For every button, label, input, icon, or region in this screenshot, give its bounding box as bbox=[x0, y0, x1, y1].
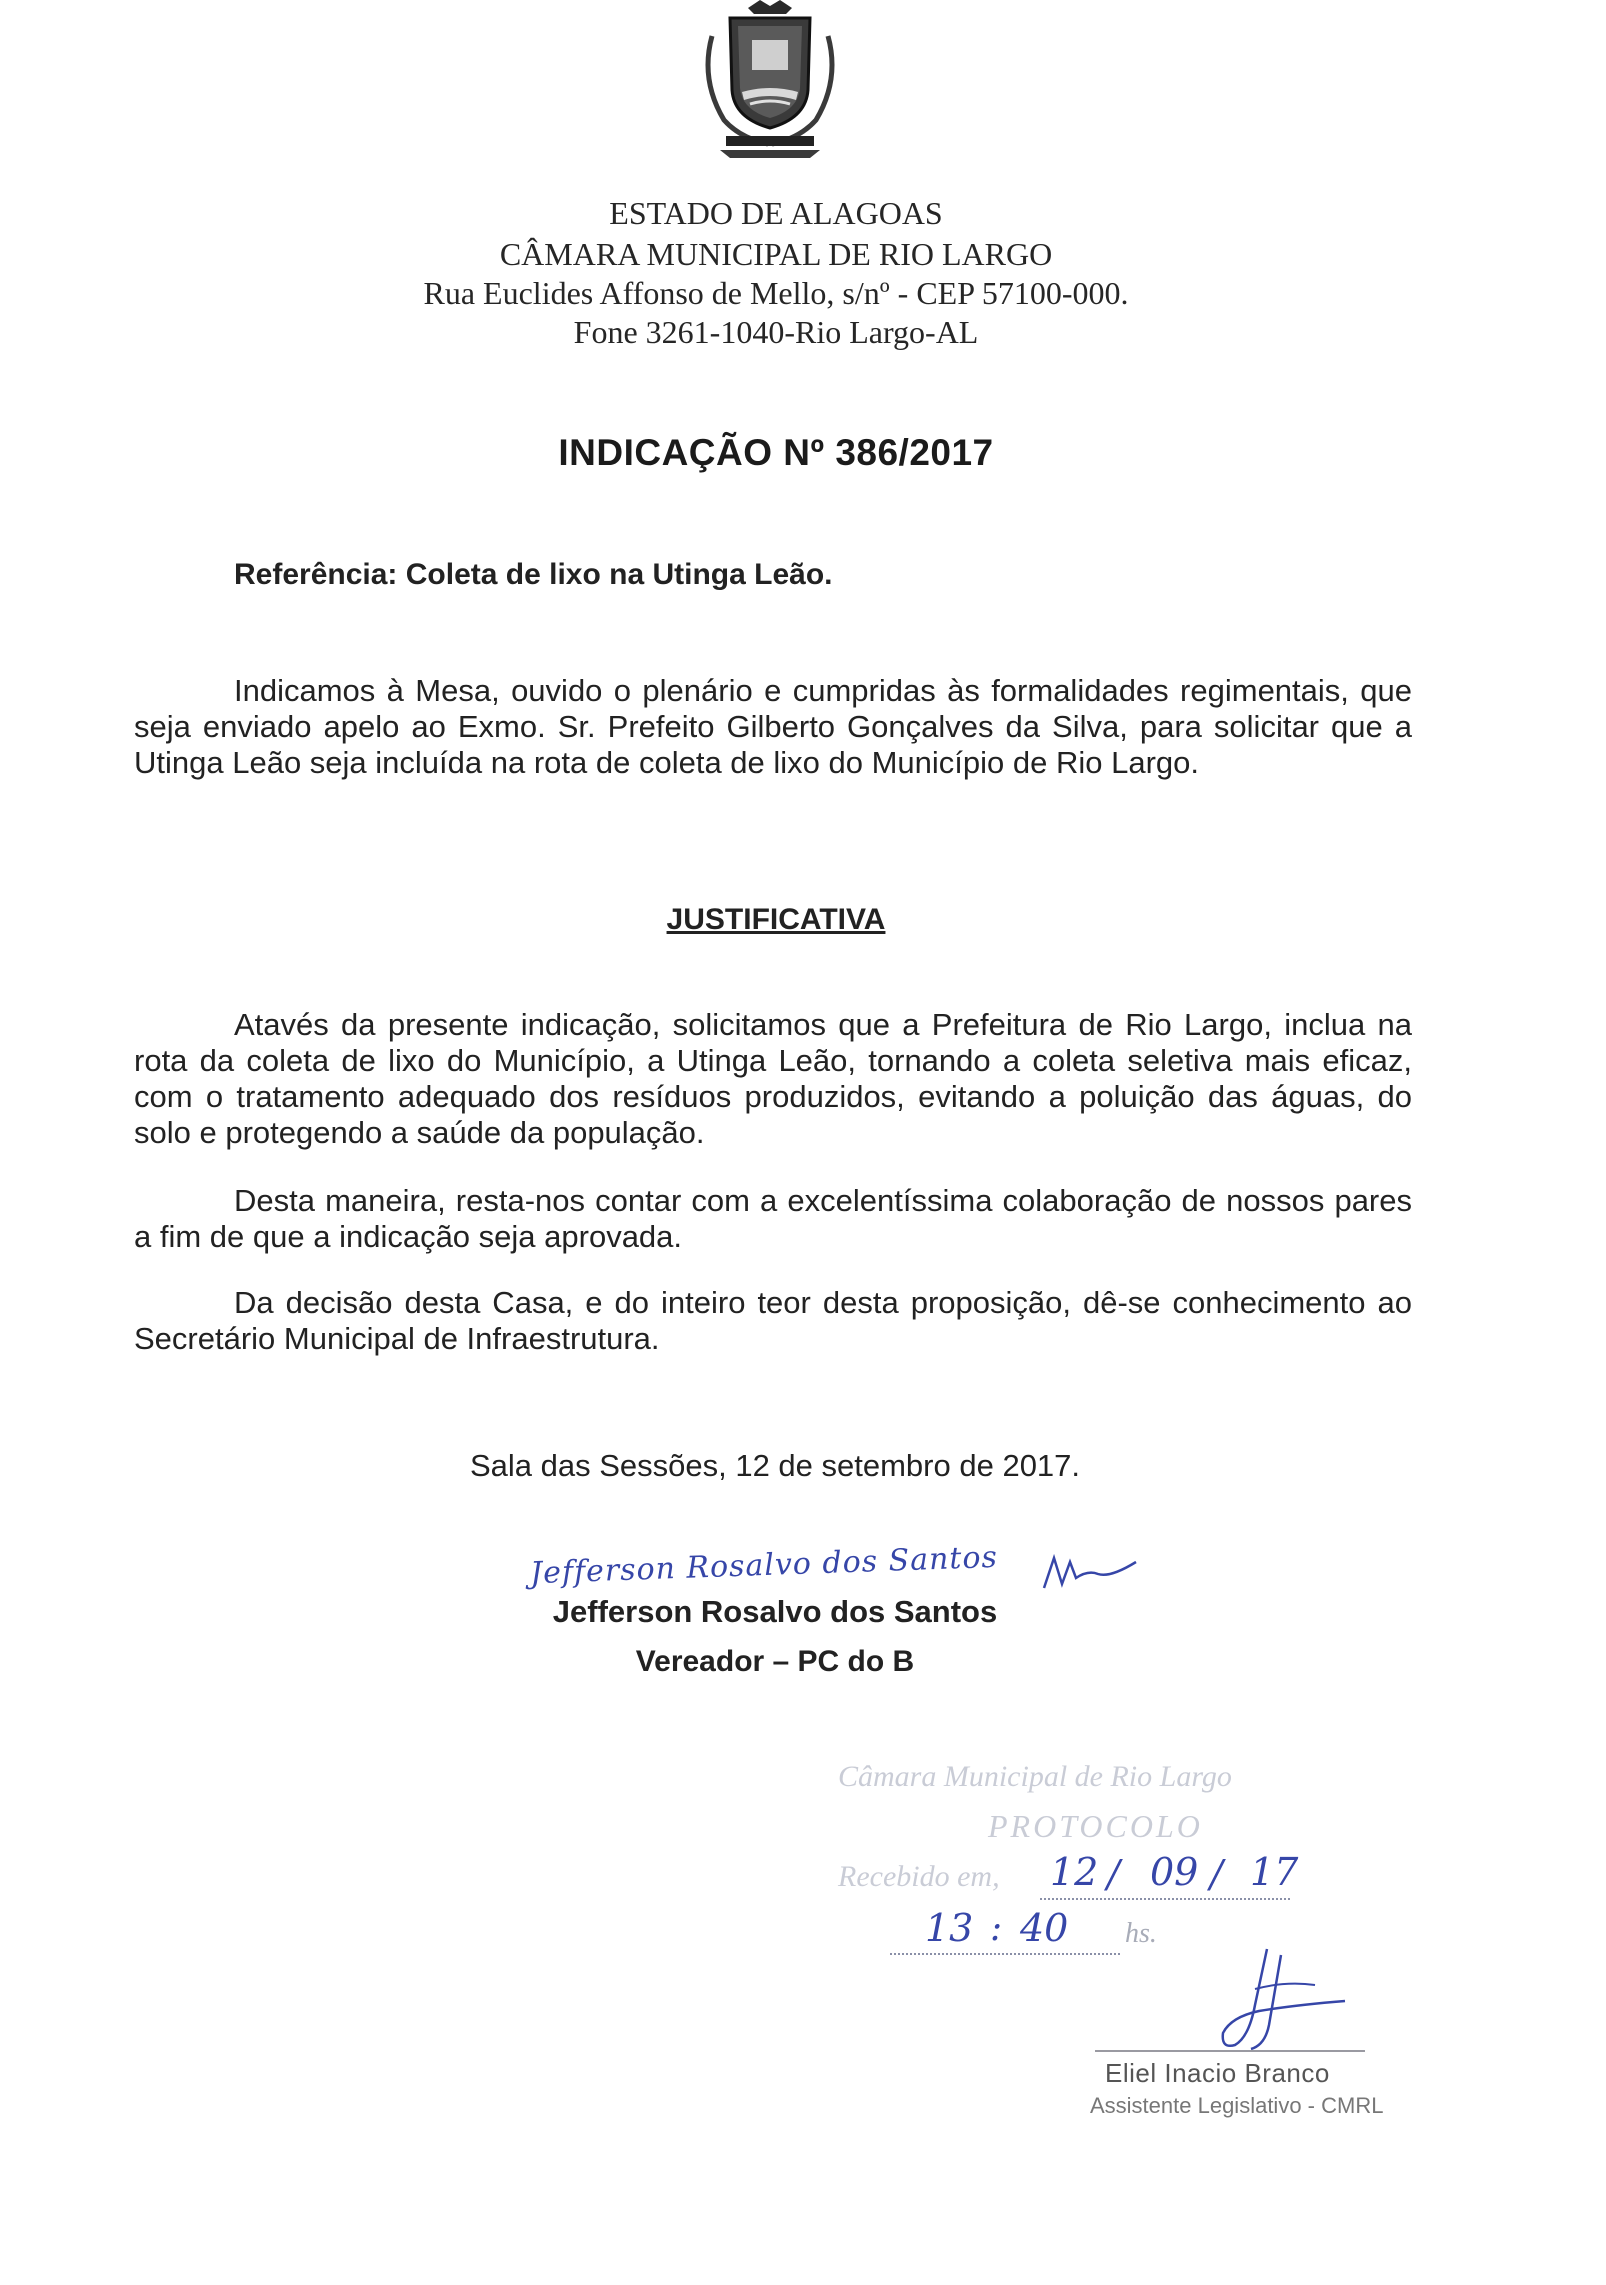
stamp-time-separator: : bbox=[990, 1908, 1003, 1949]
stamp-time-line bbox=[890, 1953, 1120, 1955]
document-title: INDICAÇÃO Nº 386/2017 bbox=[558, 432, 994, 473]
stamp-protocol-label: PROTOCOLO bbox=[988, 1808, 1203, 1844]
justification-paragraph-1: Atavés da presente indicação, solicitamos que a Prefeitura de Rio Largo, inclua na rota da coleta de lixo do Município, a Utinga Leão, tornando a coleta seletiva mais eficaz, com o tratamento adequado dos resíduos produzidos, evitando a poluição das águas, do solo e protegendo a saúde da população. bbox=[134, 1007, 1412, 1150]
signer-name: Jefferson Rosalvo dos Santos bbox=[552, 1594, 998, 1629]
stamp-receiver-position: Assistente Legislativo - CMRL bbox=[1090, 2093, 1384, 2118]
body-paragraph: Indicamos à Mesa, ouvido o plenário e cumpridas às formalidades regimentais, que seja enviado apelo ao Exmo. Sr. Prefeito Gilberto Gonçalves da Silva, para solicitar que a Utinga Leão seja incluída na rota de coleta de lixo do Município de Rio Largo. bbox=[134, 673, 1412, 780]
closing-place-date: Sala das Sessões, 12 de setembro de 2017. bbox=[469, 1448, 1081, 1483]
stamp-date-separator-1: / bbox=[1107, 1852, 1120, 1896]
header-state: ESTADO DE ALAGOAS bbox=[609, 195, 943, 231]
header-phone: Fone 3261-1040-Rio Largo-AL bbox=[573, 314, 979, 350]
stamp-month: 09 bbox=[1150, 1850, 1199, 1894]
header-chamber: CÂMARA MUNICIPAL DE RIO LARGO bbox=[499, 236, 1053, 272]
justification-paragraph-3: Da decisão desta Casa, e do inteiro teor desta proposição, dê-se conhecimento ao Secretário Municipal de Infraestrutura. bbox=[134, 1285, 1412, 1356]
stamp-day: 12 bbox=[1050, 1850, 1099, 1894]
stamp-date-separator-2: / bbox=[1210, 1852, 1223, 1896]
stamp-hours-suffix: hs. bbox=[1125, 1918, 1157, 1949]
stamp-received-label: Recebido em, bbox=[838, 1860, 1000, 1893]
signature-flourish-icon bbox=[1040, 1548, 1140, 1598]
header-address: Rua Euclides Affonso de Mello, s/nº - CEP 57100-000. bbox=[423, 275, 1129, 311]
justification-heading: JUSTIFICATIVA bbox=[666, 903, 886, 936]
stamp-date-line bbox=[1040, 1898, 1290, 1900]
handwritten-signature: Jefferson Rosalvo dos Santos bbox=[529, 1539, 999, 1592]
signer-role: Vereador – PC do B bbox=[635, 1645, 915, 1678]
stamp-chamber-name: Câmara Municipal de Rio Largo bbox=[838, 1760, 1232, 1793]
receiver-signature-icon bbox=[1195, 1945, 1375, 2065]
stamp-signature-rule bbox=[1095, 2050, 1365, 2052]
municipal-crest-icon bbox=[690, 0, 850, 160]
stamp-receiver-name: Eliel Inacio Branco bbox=[1105, 2058, 1330, 2088]
stamp-minute: 40 bbox=[1020, 1906, 1069, 1950]
stamp-year: 17 bbox=[1250, 1850, 1299, 1894]
document-reference: Referência: Coleta de lixo na Utinga Leão. bbox=[234, 558, 833, 591]
justification-paragraph-2: Desta maneira, resta-nos contar com a excelentíssima colaboração de nossos pares a fim de que a indicação seja aprovada. bbox=[134, 1183, 1412, 1254]
stamp-hour: 13 bbox=[925, 1906, 974, 1950]
